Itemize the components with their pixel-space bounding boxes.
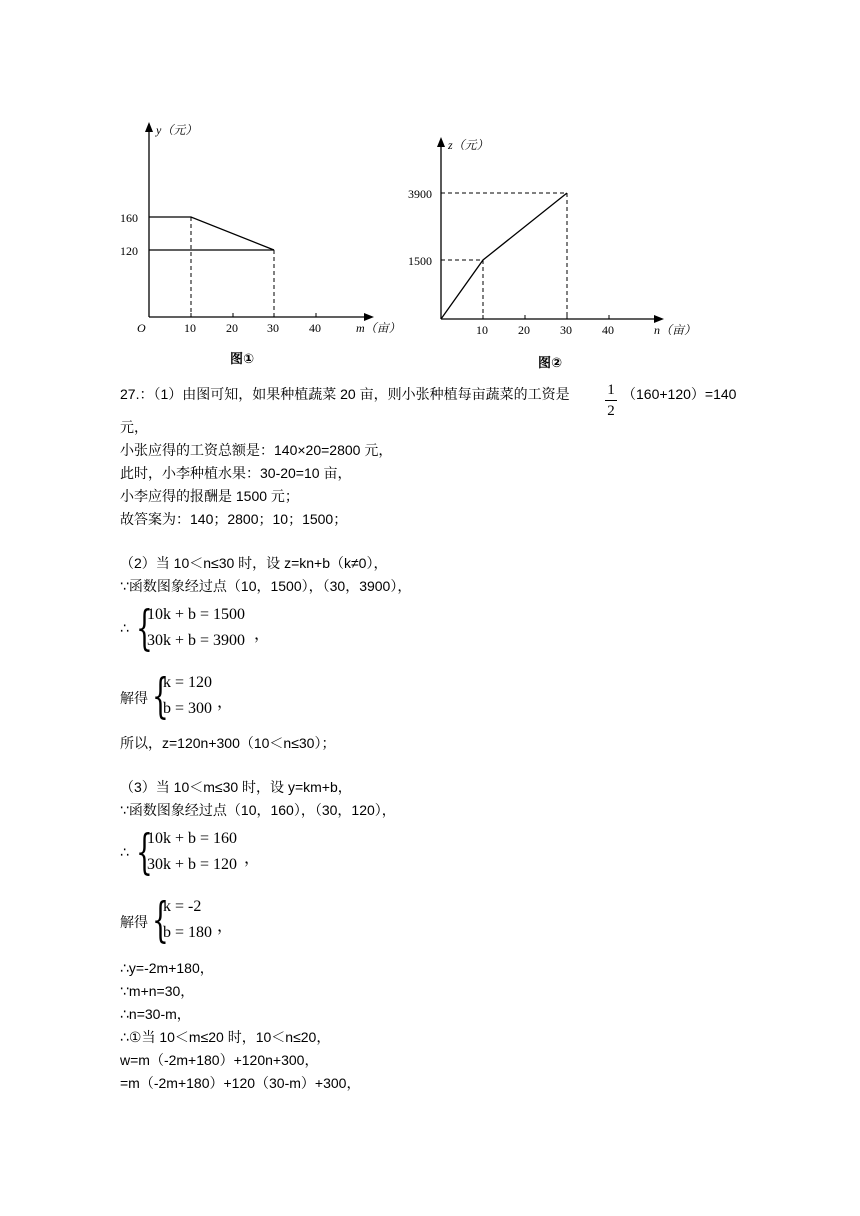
system-tail: ，: [217, 918, 234, 935]
p1-line2: 元，: [120, 419, 148, 435]
z-axis-label: z（元）: [448, 138, 489, 152]
p1-line1-before: 27.：（1）由图可知，如果种植蔬菜 20 亩，则小张种植每亩蔬菜的工资是: [120, 386, 570, 402]
y-tick-160: 160: [120, 211, 138, 225]
system-lead: ∴: [120, 620, 129, 636]
p3-line2: ∵函数图象经过点（10，160），（30，120），: [120, 802, 396, 818]
system-eq2: 30k + b = 3900: [147, 632, 246, 649]
p3-line3: ∴y=-2m+180，: [120, 960, 214, 976]
p1-line4: 此时，小李种植水果：30-20=10 亩，: [120, 465, 352, 481]
y-tick-120: 120: [120, 244, 138, 258]
p1-line3: 小张应得的工资总额是：140×20=2800 元，: [120, 442, 393, 458]
system-lead: 解得: [120, 690, 148, 706]
p2-line2: ∵函数图象经过点（10，1500），（30，3900），: [120, 578, 412, 594]
left-brace: {: [136, 600, 153, 656]
p3-line6: ∴①当 10＜m≤20 时，10＜n≤20，: [120, 1029, 331, 1045]
graph-line-2: [441, 193, 567, 319]
fraction-numerator: 1: [607, 382, 615, 398]
equation-system-2b: [120, 668, 320, 725]
system-eq2: 30k + b = 120: [147, 856, 238, 873]
system-lead: 解得: [120, 914, 148, 930]
left-brace: {: [152, 892, 169, 948]
p3-line4: ∵m+n=30，: [120, 983, 195, 999]
p3-line8: =m（-2m+180）+120（30-m）+300，: [120, 1075, 361, 1091]
figure-1-caption: 图①: [230, 352, 255, 367]
fraction-denominator: 2: [607, 403, 615, 419]
system-tail: ，: [217, 694, 234, 711]
p3-line5: ∴n=30-m，: [120, 1006, 191, 1022]
y-axis-label: y（元）: [156, 123, 198, 137]
p2-line1: （2）当 10＜n≤30 时，设 z=kn+b（k≠0），: [120, 555, 388, 571]
x-tick-40: 40: [602, 323, 614, 337]
left-brace: {: [152, 668, 169, 724]
figure-1-graph: [110, 110, 410, 370]
origin-label: O: [137, 321, 146, 335]
p3-line7: w=m（-2m+180）+120n+300，: [120, 1052, 319, 1068]
system-eq1: k = -2: [163, 898, 202, 915]
system-lead: ∴: [120, 844, 129, 860]
p2-line3: 所以，z=120n+300（10＜n≤30）；: [120, 735, 336, 751]
x-tick-10: 10: [476, 323, 488, 337]
y-tick-1500: 1500: [408, 254, 432, 268]
x-tick-30: 30: [267, 321, 279, 335]
figure-2-caption: 图②: [538, 356, 563, 371]
system-tail: ，: [254, 626, 271, 643]
p1-line6: 故答案为：140；2800；10；1500；: [120, 511, 348, 527]
left-brace: {: [136, 824, 153, 880]
dashed-guides: [191, 217, 274, 317]
system-tail: ，: [244, 850, 261, 867]
figure-2-graph: [400, 125, 720, 385]
graph-line-1: [149, 217, 274, 250]
x-axis-label: n（亩）: [654, 323, 697, 337]
p1-line1-after: （160+120）=140: [622, 386, 737, 402]
equation-system-3b: [120, 892, 320, 949]
p3-line1: （3）当 10＜m≤30 时，设 y=km+b，: [120, 779, 352, 795]
x-axis-label: m（亩）: [356, 321, 401, 335]
system-eq2: b = 300: [163, 700, 213, 717]
x-tick-20: 20: [226, 321, 238, 335]
system-eq1: 10k + b = 1500: [147, 606, 246, 623]
system-eq1: 10k + b = 160: [147, 830, 238, 847]
x-tick-30: 30: [560, 323, 572, 337]
y-tick-3900: 3900: [408, 187, 432, 201]
dashed-guides: [441, 193, 567, 319]
equation-system-3a: [120, 824, 320, 881]
x-tick-40: 40: [309, 321, 321, 335]
fraction-one-half: [605, 382, 617, 419]
equation-system-2a: [120, 600, 320, 657]
x-tick-10: 10: [184, 321, 196, 335]
system-eq1: k = 120: [163, 674, 213, 691]
p1-line5: 小李应得的报酬是 1500 元；: [120, 488, 299, 504]
system-eq2: b = 180: [163, 924, 213, 941]
x-tick-20: 20: [518, 323, 530, 337]
